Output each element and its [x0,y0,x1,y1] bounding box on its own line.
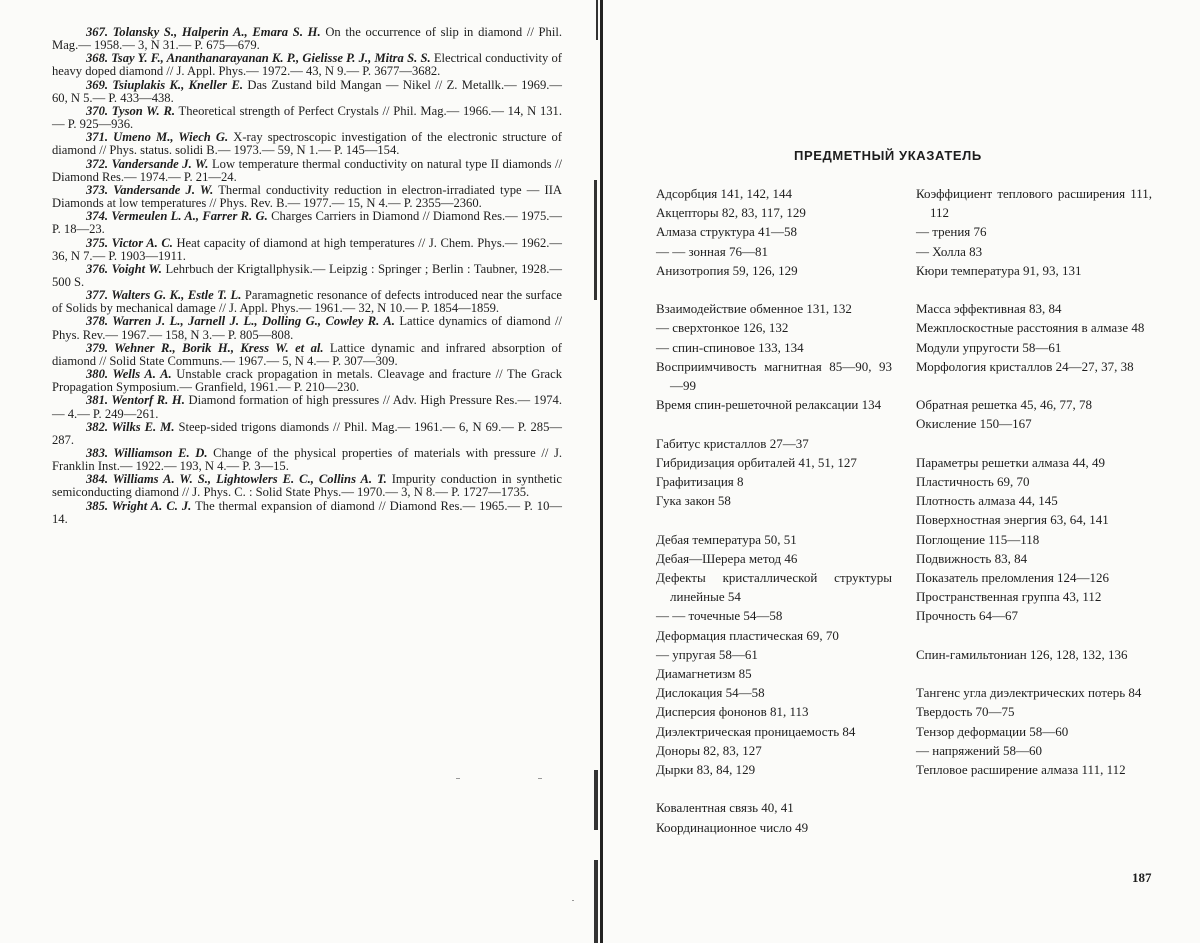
index-entry: Пластичность 69, 70 [916,474,1030,489]
reference-text: Theoretical strength of Perfect Crystals // Phil. Mag.— 1966.— 14, N 131.— P. 925—936. [52,103,562,132]
reference-text: Thermal conductivity reduction in electron-irradiated type — IIA Diamonds at low temperatures // Phys. Rev. B.— 1977.— 15, N 4.— P. 2355—2360. [52,182,563,211]
reference-text: Unstable crack propagation in metals. Cleavage and fracture // The Grack Propagation Symposium.— Granfield, 1961.— P. 210—230. [52,367,562,395]
index-gap [916,280,1152,299]
index-entry: Диэлектрическая проницаемость 84 [656,723,856,739]
index-entry: Коэффициент теплового расширения 111, 112 [916,186,1152,221]
index-entry: Ковалентная связь 40, 41 [656,800,794,816]
reference-author: 375. Victor A. C. [86,235,173,250]
reference-author: 370. Tyson W. R. [86,103,175,118]
print-speck [538,778,542,779]
index-entry: — — точечные 54—58 [656,608,783,624]
reference-author: 367. Tolansky S., Halperin A., Emara S. H. [86,25,321,39]
index-entry: Показатель преломления 124—126 [916,570,1110,586]
reference-entry [52,315,562,341]
index-entry: Алмаза структура 41—58 [656,224,798,240]
reference-entry [52,342,562,368]
reference-text: Lattice dynamics of diamond // Phys. Rev.— 1967.— 158, N 3.— P. 805—808. [52,314,563,342]
reference-text: Lattice dynamic and infrared absorption of diamond // Solid State Communs.— 1967.— 5, N 4.— P. 307—309. [52,340,562,368]
reference-author: 383. Williamson E. D. [86,446,208,460]
index-entry: Межплоскостные расстояния в алмазе 48 [916,320,1145,336]
reference-entry [52,500,562,526]
reference-entry [52,289,562,315]
index-entry: Координационное число 49 [656,819,809,835]
index-entry: Пространственная группа 43, 112 [916,589,1102,605]
index-entry: Масса эффективная 83, 84 [916,301,1062,317]
reference-entry [52,394,562,420]
index-entry: — напряжений 58—60 [916,742,1042,758]
reference-author: 372. Vandersande J. W. [86,156,209,171]
reference-entry [52,184,562,210]
reference-text: On the occurrence of slip in diamond // Phil. Mag.— 1958.— 3, N 31.— P. 675—679. [52,25,563,53]
reference-entry [52,368,562,394]
reference-author: 378. Warren J. L., Jarnell J. L., Dolling G., Cowley R. A. [86,314,395,329]
index-entry: Гибридизация орбиталей 41, 51, 127 [656,454,857,470]
index-entry: Тензор деформации 58—60 [916,723,1069,739]
reference-author: 373. Vandersande J. W. [86,182,214,197]
gutter-shadow [594,860,598,943]
index-entry: Анизотропия 59, 126, 129 [656,262,798,278]
index-entry: — упругая 58—61 [656,646,758,662]
index-gap [916,376,1152,395]
index-entry: Твердость 70—75 [916,704,1015,720]
reference-entry [52,105,562,131]
index-entry: Гука закон 58 [656,493,731,509]
gutter-shadow [596,0,598,40]
index-entry: — спин-спиновое 133, 134 [656,339,804,355]
reference-text: Electrical conductivity of heavy doped diamond // J. Appl. Phys.— 1972.— 43, N 9.— P. 3677—3682. [52,51,562,79]
index-entry: Дебая—Шерера метод 46 [656,550,798,566]
index-page [656,0,1156,943]
index-gap [656,779,892,798]
reference-entry [52,263,562,289]
index-entry: Параметры решетки алмаза 44, 49 [916,454,1105,470]
gutter-shadow [594,770,598,830]
reference-text: Charges Carriers in Diamond // Diamond Res.— 1975.— P. 18—23. [52,209,562,237]
index-entry: Подвижность 83, 84 [916,550,1028,566]
index-entry: Восприимчивость магнитная 85—90, 93—99 [656,358,892,394]
index-entry: Спин-гамильтониан 126, 128, 132, 136 [916,646,1128,662]
reference-entry [52,79,562,105]
references-page [52,26,562,526]
index-gap [656,414,892,433]
reference-author: 380. Wells A. A. [86,367,172,382]
reference-text: Heat capacity of diamond at high temperatures // J. Chem. Phys.— 1962.— 36, N 7.— P. 1903—1911. [52,235,563,263]
index-column-right [916,184,1152,779]
reference-author: 379. Wehner R., Borik H., Kress W. et al. [86,340,324,355]
index-entry: Дырки 83, 84, 129 [656,762,756,778]
reference-author: 374. Vermeulen L. A., Farrer R. G. [86,209,268,224]
index-entry: Прочность 64—67 [916,608,1019,624]
index-entry: — трения 76 [916,224,987,240]
reference-text: The thermal expansion of diamond // Diamond Res.— 1965.— P. 10—14. [52,498,562,526]
reference-author: 382. Wilks E. M. [86,419,175,434]
index-title: ПРЕДМЕТНЫЙ УКАЗАТЕЛЬ [794,148,982,163]
reference-text: Impurity conduction in synthetic semiconducting diamond // J. Phys. C. : Solid State Phys.— 1970.— 3, N 8.— P. 1727—1735. [52,472,562,500]
reference-text: Low temperature thermal conductivity on natural type II diamonds // Diamond Res.— 1974.— P. 21—24. [52,156,562,184]
reference-author: 368. Tsay Y. F., Ananthanarayanan K. P., Gielisse P. J., Mitra S. S. [86,51,431,66]
reference-text: Change of the physical properties of materials with pressure // J. Franklin Inst.— 1922.— 193, N 4.— P. 3—15. [52,446,562,474]
index-entry: Плотность алмаза 44, 145 [916,493,1058,509]
index-entry: Поверхностная энергия 63, 64, 141 [916,512,1109,528]
print-speck [572,900,574,901]
index-entry: — Холла 83 [916,243,983,259]
reference-author: 377. Walters G. K., Estle T. L. [86,288,242,303]
reference-author: 385. Wright A. C. J. [86,498,192,513]
reference-text: Steep-sided trigons diamonds // Phil. Mag.— 1961.— 6, N 69.— P. 285—287. [52,419,562,447]
reference-entry [52,237,562,263]
reference-entry [52,131,562,157]
index-entry: Габитус кристаллов 27—37 [656,435,809,451]
reference-author: 369. Tsiuplakis K., Kneller E. [86,77,243,92]
reference-author: 381. Wentorf R. H. [86,393,185,408]
reference-author: 371. Umeno M., Wiech G. [86,130,229,145]
page-number: 187 [1132,870,1152,885]
index-entry: Тангенс угла диэлектрических потерь 84 [916,685,1142,701]
index-entry: Адсорбция 141, 142, 144 [656,186,793,201]
reference-entry [52,26,562,52]
book-gutter [600,0,603,943]
index-entry: Графитизация 8 [656,474,744,490]
index-entry: Дислокация 54—58 [656,685,765,701]
reference-entry [52,473,562,499]
index-gap [916,434,1152,453]
index-entry: Доноры 82, 83, 127 [656,742,762,758]
index-entry: Морфология кристаллов 24—27, 37, 38 [916,358,1134,374]
reference-text: Diamond formation of high pressures // Adv. High Pressure Res.— 1974.— 4.— P. 249—261. [52,393,563,421]
index-entry: Тепловое расширение алмаза 111, 112 [916,762,1126,778]
index-gap [656,510,892,529]
index-entry: Окисление 150—167 [916,416,1032,432]
index-entry: Кюри температура 91, 93, 131 [916,262,1082,278]
index-entry: Акцепторы 82, 83, 117, 129 [656,205,806,221]
index-entry: Диамагнетизм 85 [656,666,752,682]
index-entry: Дебая температура 50, 51 [656,531,797,547]
index-entry: Модули упругости 58—61 [916,339,1062,355]
index-gap [916,664,1152,683]
reference-entry [52,52,562,78]
index-entry: Время спин-решеточной релаксации 134 [656,397,882,413]
index-entry: Дефекты кристаллической структуры линейные 54 [656,570,892,605]
reference-entry [52,210,562,236]
index-entry: Деформация пластическая 69, 70 [656,627,839,643]
index-entry: Поглощение 115—118 [916,531,1040,547]
index-entry: Взаимодействие обменное 131, 132 [656,301,852,317]
reference-author: 376. Voight W. [86,261,162,276]
reference-entry [52,421,562,447]
reference-entry [52,158,562,184]
gutter-shadow [594,180,597,300]
index-gap [916,626,1152,645]
index-entry: — сверхтонкое 126, 132 [656,320,789,336]
index-entry: — — зонная 76—81 [656,243,768,259]
reference-text: Paramagnetic resonance of defects introduced near the surface of Solids by mechanical damage // J. Appl. Phys.— 1961.— 32, N 10.— P. 1854—1859. [52,288,562,316]
reference-author: 384. Williams A. W. S., Lightowlers E. C., Collins A. T. [86,472,387,487]
reference-text: X-ray spectroscopic investigation of the electronic structure of diamond // Phys. status. solidi B.— 1973.— 59, N 1.— P. 145—154. [52,130,562,158]
reference-text: Das Zustand bild Mangan — Nikel // Z. Metallk.— 1969.— 60, N 5.— P. 433—438. [52,77,563,105]
index-entry: Дисперсия фононов 81, 113 [656,704,809,720]
reference-entry [52,447,562,473]
index-column-left [656,184,892,837]
print-speck [456,778,460,779]
index-entry: Обратная решетка 45, 46, 77, 78 [916,397,1092,413]
reference-text: Lehrbuch der Krigtallphysik.— Leipzig : Springer ; Berlin : Taubner, 1928.— 500 S. [52,261,562,289]
index-gap [656,280,892,299]
